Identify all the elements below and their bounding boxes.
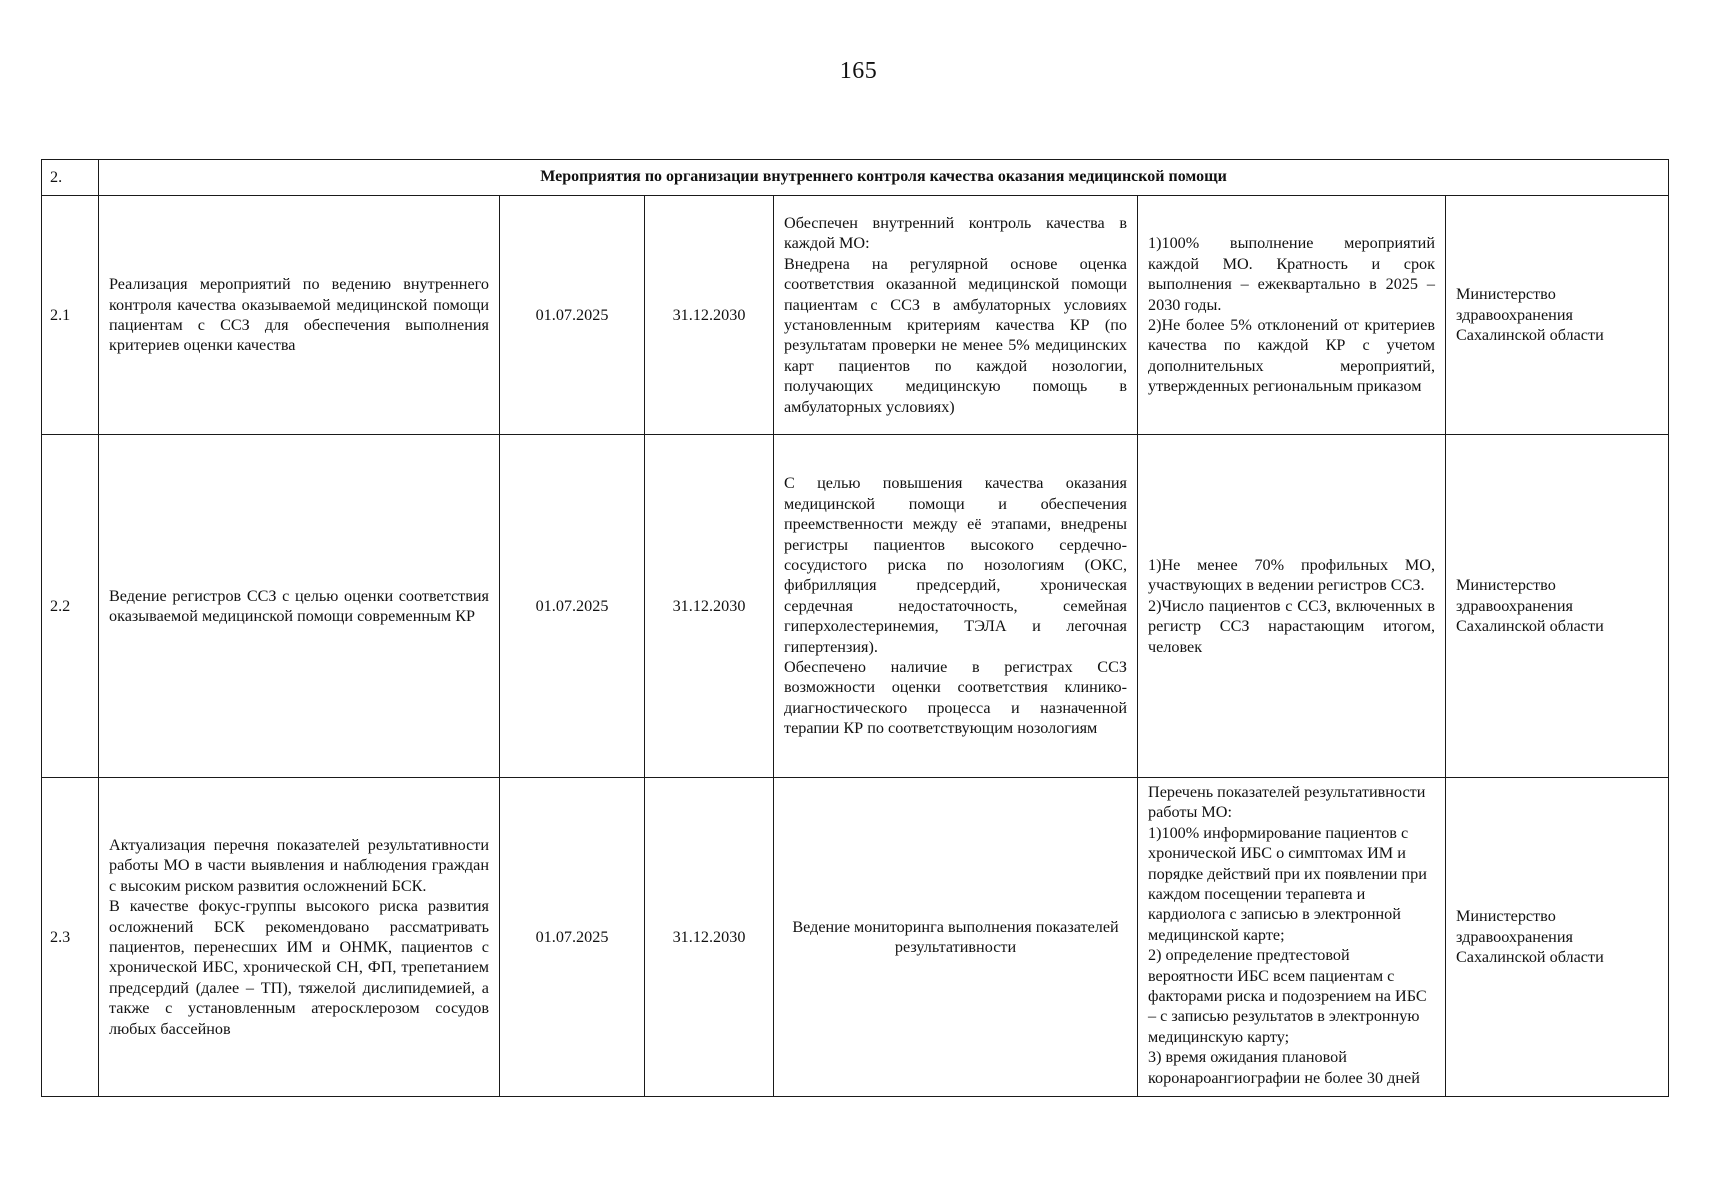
indicator-cell — [1138, 435, 1446, 778]
indicator-paragraph: 1)100% выполнение мероприятий каждой МО. Кратность и срок выполнения – ежеквартально в 2025 – 2030 годы. — [1148, 234, 1435, 314]
table-row — [42, 196, 1669, 435]
end-date-cell: 31.12.2030 — [645, 778, 774, 1097]
row-number: 2.1 — [42, 196, 99, 435]
indicator-cell — [1138, 778, 1446, 1097]
end-date-cell: 31.12.2030 — [645, 196, 774, 435]
activity-cell: Реализация мероприятий по ведению внутреннего контроля качества оказываемой медицинской помощи пациентам с ССЗ для обеспечения выполнения критериев оценки качества — [99, 196, 500, 435]
start-date-cell: 01.07.2025 — [500, 435, 645, 778]
indicator-paragraph: 3) время ожидания плановой коронароангиографии не более 30 дней — [1148, 1048, 1420, 1087]
responsible-cell: Министерство здравоохранения Сахалинской области — [1446, 196, 1669, 435]
end-date-cell: 31.12.2030 — [645, 435, 774, 778]
result-cell — [774, 196, 1138, 435]
activity-cell: Ведение регистров ССЗ с целью оценки соответствия оказываемой медицинской помощи современным КР — [99, 435, 500, 778]
section-title: Мероприятия по организации внутреннего контроля качества оказания медицинской помощи — [99, 160, 1669, 196]
result-paragraph: С целью повышения качества оказания медицинской помощи и обеспечения преемственности между её этапами, внедрены регистры пациентов высокого сердечно-сосудистого риска по нозологиям (ОКС, фибрилляция предсердий, хроническая сердечная недостаточность, семейная гиперхолестеринемия, ТЭЛА и легочная гипертензия). — [784, 474, 1127, 656]
start-date-cell: 01.07.2025 — [500, 778, 645, 1097]
responsible-cell: Министерство здравоохранения Сахалинской области — [1446, 435, 1669, 778]
start-date-cell: 01.07.2025 — [500, 196, 645, 435]
indicator-paragraph: 1)100% информирование пациентов с хронической ИБС о симптомах ИМ и порядке действий при их появлении при каждом посещении терапевта и кардиолога с записью в электронной медицинской карте; — [1148, 823, 1427, 944]
result-paragraph: Обеспечен внутренний контроль качества в каждой МО: — [784, 213, 1127, 253]
result-cell — [774, 435, 1138, 778]
section-header-row — [42, 160, 1669, 196]
table-row — [42, 435, 1669, 778]
indicator-cell — [1138, 196, 1446, 435]
indicator-paragraph: 1)Не менее 70% профильных МО, участвующих в ведении регистров ССЗ. — [1148, 555, 1435, 595]
page-number: 165 — [839, 58, 878, 84]
row-number: 2.2 — [42, 435, 99, 778]
indicator-paragraph: 2) определение предтестовой вероятности ИБС всем пациентам с факторами риска и подозрением на ИБС – с записью результатов в электронную медицинскую карту; — [1148, 946, 1427, 1046]
result-cell: Ведение мониторинга выполнения показателей результативности — [774, 778, 1138, 1097]
activity-paragraph: В качестве фокус-группы высокого риска развития осложнений БСК рекомендовано рассматривать пациентов, перенесших ИМ и ОНМК, пациентов с хронической ИБС, хронической СН, ФП, трепетанием предсердий (далее – ТП), тяжелой дислипидемией, а также с установленным атеросклерозом сосудов любых бассейнов — [109, 897, 489, 1038]
responsible-cell: Министерство здравоохранения Сахалинской области — [1446, 778, 1669, 1097]
activity-cell — [99, 778, 500, 1097]
activity-paragraph: Актуализация перечня показателей результативности работы МО в части выявления и наблюдения граждан с высоким риском развития осложнений БСК. — [109, 835, 489, 895]
table-row — [42, 778, 1669, 1097]
section-number: 2. — [42, 160, 99, 196]
result-paragraph: Внедрена на регулярной основе оценка соответствия оказанной медицинской помощи пациентам с ССЗ в амбулаторных условиях установленным критериям качества КР (по результатам проверки не менее 5% медицинских карт пациентов по каждой нозологии, получающих медицинскую помощь в амбулаторных условиях) — [784, 254, 1127, 416]
indicator-paragraph: Перечень показателей результативности работы МО: — [1148, 783, 1426, 822]
indicator-paragraph: 2)Не более 5% отклонений от критериев качества по каждой КР с учетом дополнительных мероприятий, утвержденных региональным приказом — [1148, 316, 1435, 396]
indicator-paragraph: 2)Число пациентов с ССЗ, включенных в регистр ССЗ нарастающим итогом, человек — [1148, 596, 1435, 656]
result-paragraph: Обеспечено наличие в регистрах ССЗ возможности оценки соответствия клинико-диагностического процесса и назначенной терапии КР по соответствующим нозологиям — [784, 658, 1127, 738]
measures-table — [41, 159, 1669, 1097]
row-number: 2.3 — [42, 778, 99, 1097]
